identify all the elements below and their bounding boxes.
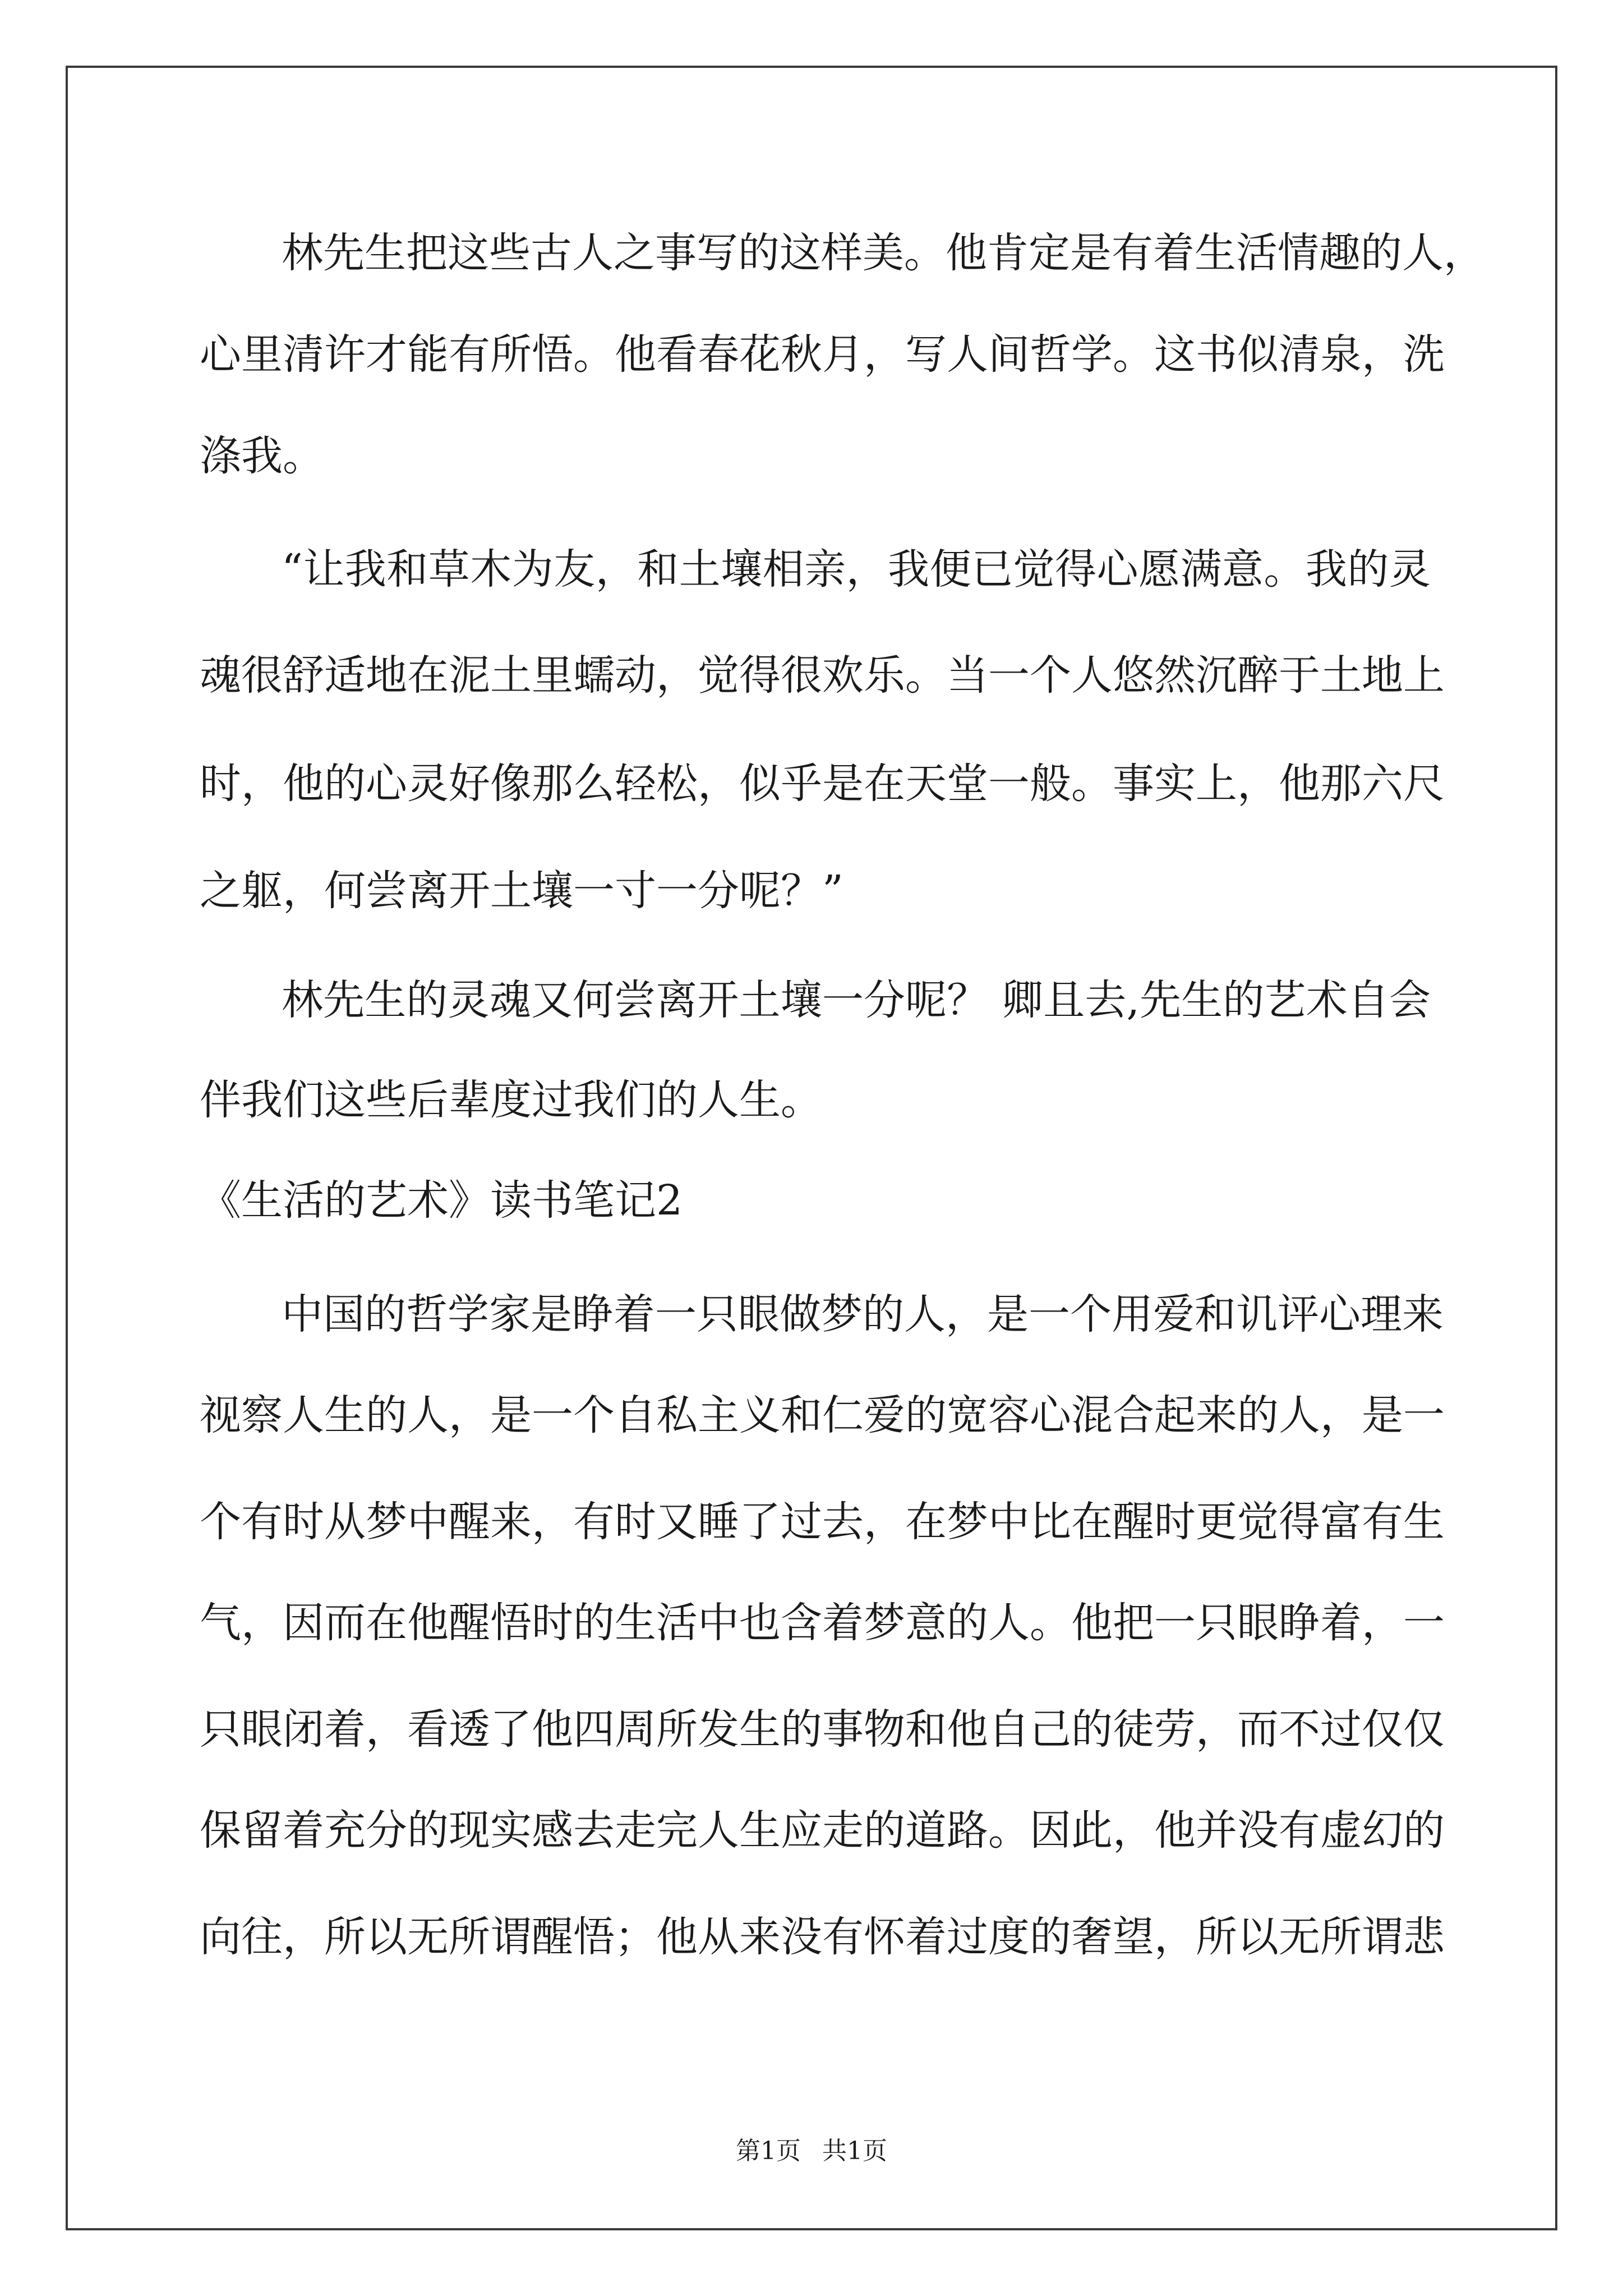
paragraph-2-line-4: 之躯，何尝离开土壤一寸一分呢？” bbox=[200, 867, 843, 915]
paragraph-4-line-1: 中国的哲学家是睁着一只眼做梦的人，是一个用爱和讥评心理来 bbox=[282, 1290, 1444, 1338]
paragraph-2-line-1: “让我和草木为友，和土壤相亲，我便已觉得心愿满意。我的灵 bbox=[282, 545, 1431, 593]
page-footer bbox=[0, 2134, 1623, 2168]
page-total: 共1页 bbox=[822, 2137, 887, 2165]
paragraph-1-line-3: 涤我。 bbox=[200, 432, 324, 480]
paragraph-1-line-2: 心里清许才能有所悟。他看春花秋月，写人间哲学。这书似清泉，洗 bbox=[200, 330, 1445, 379]
paragraph-4-line-6: 保留着充分的现实感去走完人生应走的道路。因此，他并没有虚幻的 bbox=[200, 1806, 1445, 1855]
paragraph-2-line-2: 魂很舒适地在泥土里蠕动，觉得很欢乐。当一个人悠然沉醉于土地上 bbox=[200, 651, 1445, 700]
paragraph-2-line-3: 时，他的心灵好像那么轻松，似乎是在天堂一般。事实上，他那六尺 bbox=[200, 760, 1445, 808]
paragraph-4-line-4: 气，因而在他醒悟时的生活中也含着梦意的人。他把一只眼睁着，一 bbox=[200, 1599, 1445, 1647]
paragraph-4-line-2: 视察人生的人，是一个自私主义和仁爱的宽容心混合起来的人，是一 bbox=[200, 1391, 1445, 1439]
paragraph-3-line-2: 伴我们这些后辈度过我们的人生。 bbox=[200, 1076, 822, 1124]
paragraph-4-line-5: 只眼闭着，看透了他四周所发生的事物和他自己的徒劳，而不过仅仅 bbox=[200, 1705, 1445, 1754]
paragraph-4-line-3: 个有时从梦中醒来，有时又睡了过去，在梦中比在醒时更觉得富有生 bbox=[200, 1498, 1445, 1546]
paragraph-4-line-7: 向往，所以无所谓醒悟；他从来没有怀着过度的奢望，所以无所谓悲 bbox=[200, 1913, 1445, 1961]
page-number: 第1页 bbox=[736, 2137, 801, 2165]
section-heading: 《生活的艺术》读书笔记2 bbox=[200, 1176, 683, 1225]
paragraph-1-line-1: 林先生把这些古人之事写的这样美。他肯定是有着生活情趣的人， bbox=[282, 229, 1485, 277]
paragraph-3-line-1: 林先生的灵魂又何尝离开土壤一分呢？ 卿且去,先生的艺术自会 bbox=[282, 976, 1431, 1024]
